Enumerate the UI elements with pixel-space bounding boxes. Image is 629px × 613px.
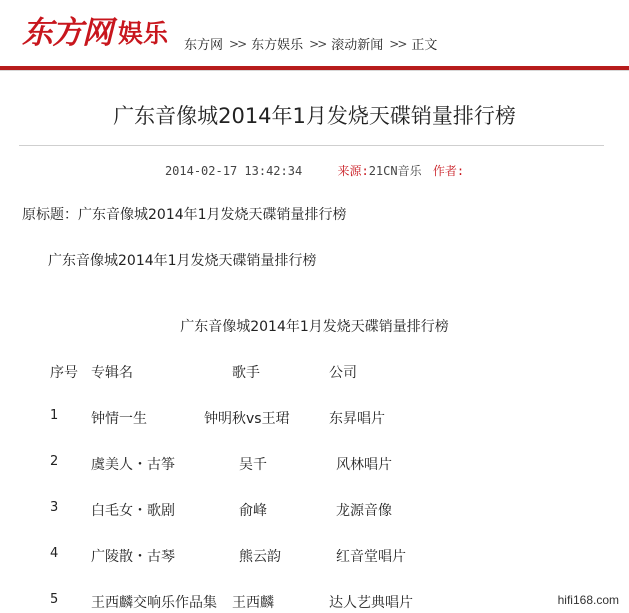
row-num: 5 — [50, 592, 59, 607]
author-label: 作者: — [432, 164, 465, 178]
title-divider — [19, 145, 604, 146]
row-artist: 钟明秋vs王珺 — [204, 411, 290, 427]
row-company: 龙源音像 — [336, 503, 392, 519]
header-album: 专辑名 — [91, 365, 133, 381]
row-company: 东昇唱片 — [329, 411, 385, 427]
intro-paragraph: 广东音像城2014年1月发烧天碟销量排行榜 — [48, 253, 317, 269]
list-heading: 广东音像城2014年1月发烧天碟销量排行榜 — [180, 319, 449, 335]
breadcrumb-separator: >> — [229, 36, 246, 51]
page-title: 广东音像城2014年1月发烧天碟销量排行榜 — [113, 104, 516, 128]
site-logo[interactable] — [22, 10, 168, 52]
header-num: 序号 — [50, 365, 78, 381]
row-company: 达人艺典唱片 — [329, 595, 413, 611]
row-num: 3 — [50, 500, 59, 515]
publish-datetime: 2014-02-17 13:42:34 — [164, 164, 303, 178]
row-album: 虞美人・古筝 — [91, 457, 175, 473]
row-album: 广陵散・古琴 — [91, 549, 175, 565]
row-album: 白毛女・歌剧 — [91, 503, 175, 519]
logo-section-text: 娱乐 — [118, 19, 169, 48]
row-company: 风林唱片 — [336, 457, 392, 473]
row-artist: 王西麟 — [232, 595, 274, 611]
breadcrumb-item-entertainment[interactable]: 东方娱乐 — [251, 38, 304, 53]
header-company: 公司 — [329, 365, 357, 381]
row-artist: 熊云韵 — [239, 549, 281, 565]
row-company: 红音堂唱片 — [336, 549, 406, 565]
source-label: 来源: — [337, 164, 369, 178]
row-album: 王西麟交响乐作品集 — [91, 595, 217, 611]
original-title-paragraph: 原标题：广东音像城2014年1月发烧天碟销量排行榜 — [22, 207, 347, 223]
site-header — [0, 0, 629, 70]
breadcrumb-item-home[interactable]: 东方网 — [184, 38, 224, 53]
header-artist: 歌手 — [232, 365, 260, 381]
watermark: hifi168.com — [557, 593, 619, 607]
source-value[interactable]: 21CN音乐 — [368, 164, 422, 178]
row-num: 1 — [50, 408, 59, 423]
logo-main-text: 东方网 — [22, 15, 112, 51]
breadcrumb-separator: >> — [309, 36, 326, 51]
breadcrumb — [184, 34, 437, 53]
breadcrumb-item-news[interactable]: 滚动新闻 — [331, 38, 384, 53]
row-album: 钟情一生 — [91, 411, 147, 427]
row-artist: 吴千 — [239, 457, 267, 473]
article-meta — [0, 162, 629, 179]
row-num: 2 — [50, 454, 59, 469]
header-grey-line — [0, 70, 629, 71]
row-artist: 俞峰 — [239, 503, 267, 519]
row-num: 4 — [50, 546, 59, 561]
breadcrumb-separator: >> — [389, 36, 406, 51]
breadcrumb-item-current: 正文 — [411, 38, 438, 53]
